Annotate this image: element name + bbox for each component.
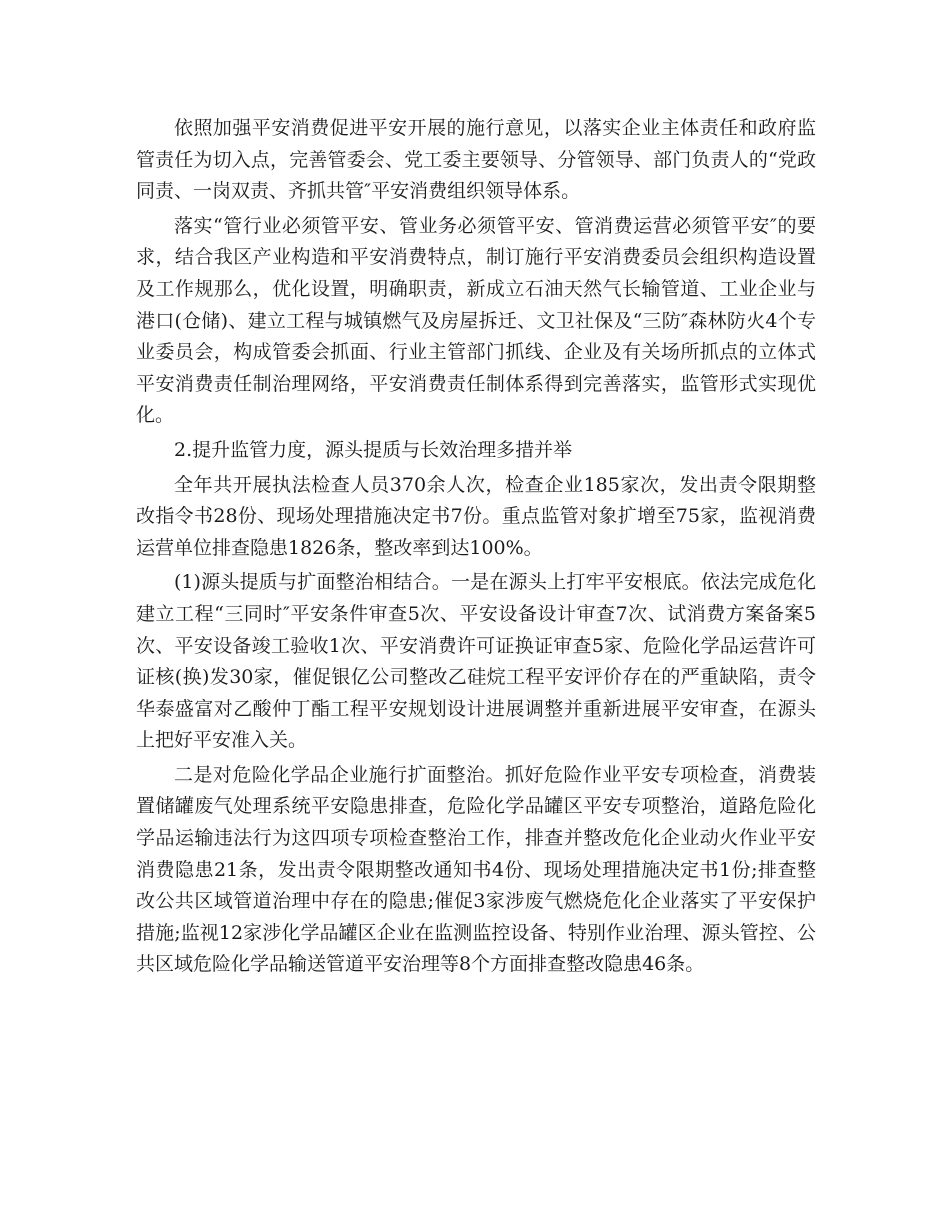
- paragraph-hazardous-chemicals: 二是对危险化学品企业施行扩面整治。抓好危险作业平安专项检查，消费装置储罐废气处理系统平安隐患排查，危险化学品罐区平安专项整治，道路危险化学品运输违法行为这四项专项检查整治工作，排查并整改危化企业动火作业平安消费隐患21条，发出责令限期整改通知书4份、现场处理措施决定书1份;排查整改公共区域管道治理中存在的隐患;催促3家涉废气燃烧危化企业落实了平安保护措施;监视12家涉化学品罐区企业在监测监控设备、特别作业治理、源头管控、公共区域危险化学品输送管道平安治理等8个方面排查整改隐患46条。: [136, 763, 816, 976]
- document-body: [136, 113, 816, 984]
- paragraph-source-quality: (1)源头提质与扩面整治相结合。一是在源头上打牢平安根底。依法完成危化建立工程“三同时″平安条件审查5次、平安设备设计审查7次、试消费方案备案5次、平安设备竣工验收1次、平安消费许可证换证审查5家、危险化学品运营许可证核(换)发30家，催促银亿公司整改乙硅烷工程平安评价存在的严重缺陷，责令华泰盛富对乙酸仲丁酯工程平安规划设计进展调整并重新进展平安审查，在源头上把好平安准入关。: [136, 571, 816, 752]
- paragraph-leadership-system: 依照加强平安消费促进平安开展的施行意见，以落实企业主体责任和政府监管责任为切入点，完善管委会、党工委主要领导、分管领导、部门负责人的“党政同责、一岗双责、齐抓共管″平安消费组织领导体系。: [136, 117, 816, 203]
- paragraph-inspection-stats: 全年共开展执法检查人员370余人次，检查企业185家次，发出责令限期整改指令书28份、现场处理措施决定书7份。重点监管对象扩增至75家，监视消费运营单位排查隐患1826条，整改率到达100%。: [136, 473, 816, 559]
- paragraph-responsibility-network: 落实“管行业必须管平安、管业务必须管平安、管消费运营必须管平安″的要求，结合我区产业构造和平安消费特点，制订施行平安消费委员会组织构造设置及工作规那么，优化设置，明确职责，新成立石油天然气长输管道、工业企业与港口(仓储)、建立工程与城镇燃气及房屋拆迁、文卫社保及“三防″森林防火4个专业委员会，构成管委会抓面、行业主管部门抓线、企业及有关场所抓点的立体式平安消费责任制治理网络，平安消费责任制体系得到完善落实，监管形式实现优化。: [136, 214, 816, 427]
- section-heading-supervision: 2.提升监管力度，源头提质与长效治理多措并举: [174, 438, 573, 461]
